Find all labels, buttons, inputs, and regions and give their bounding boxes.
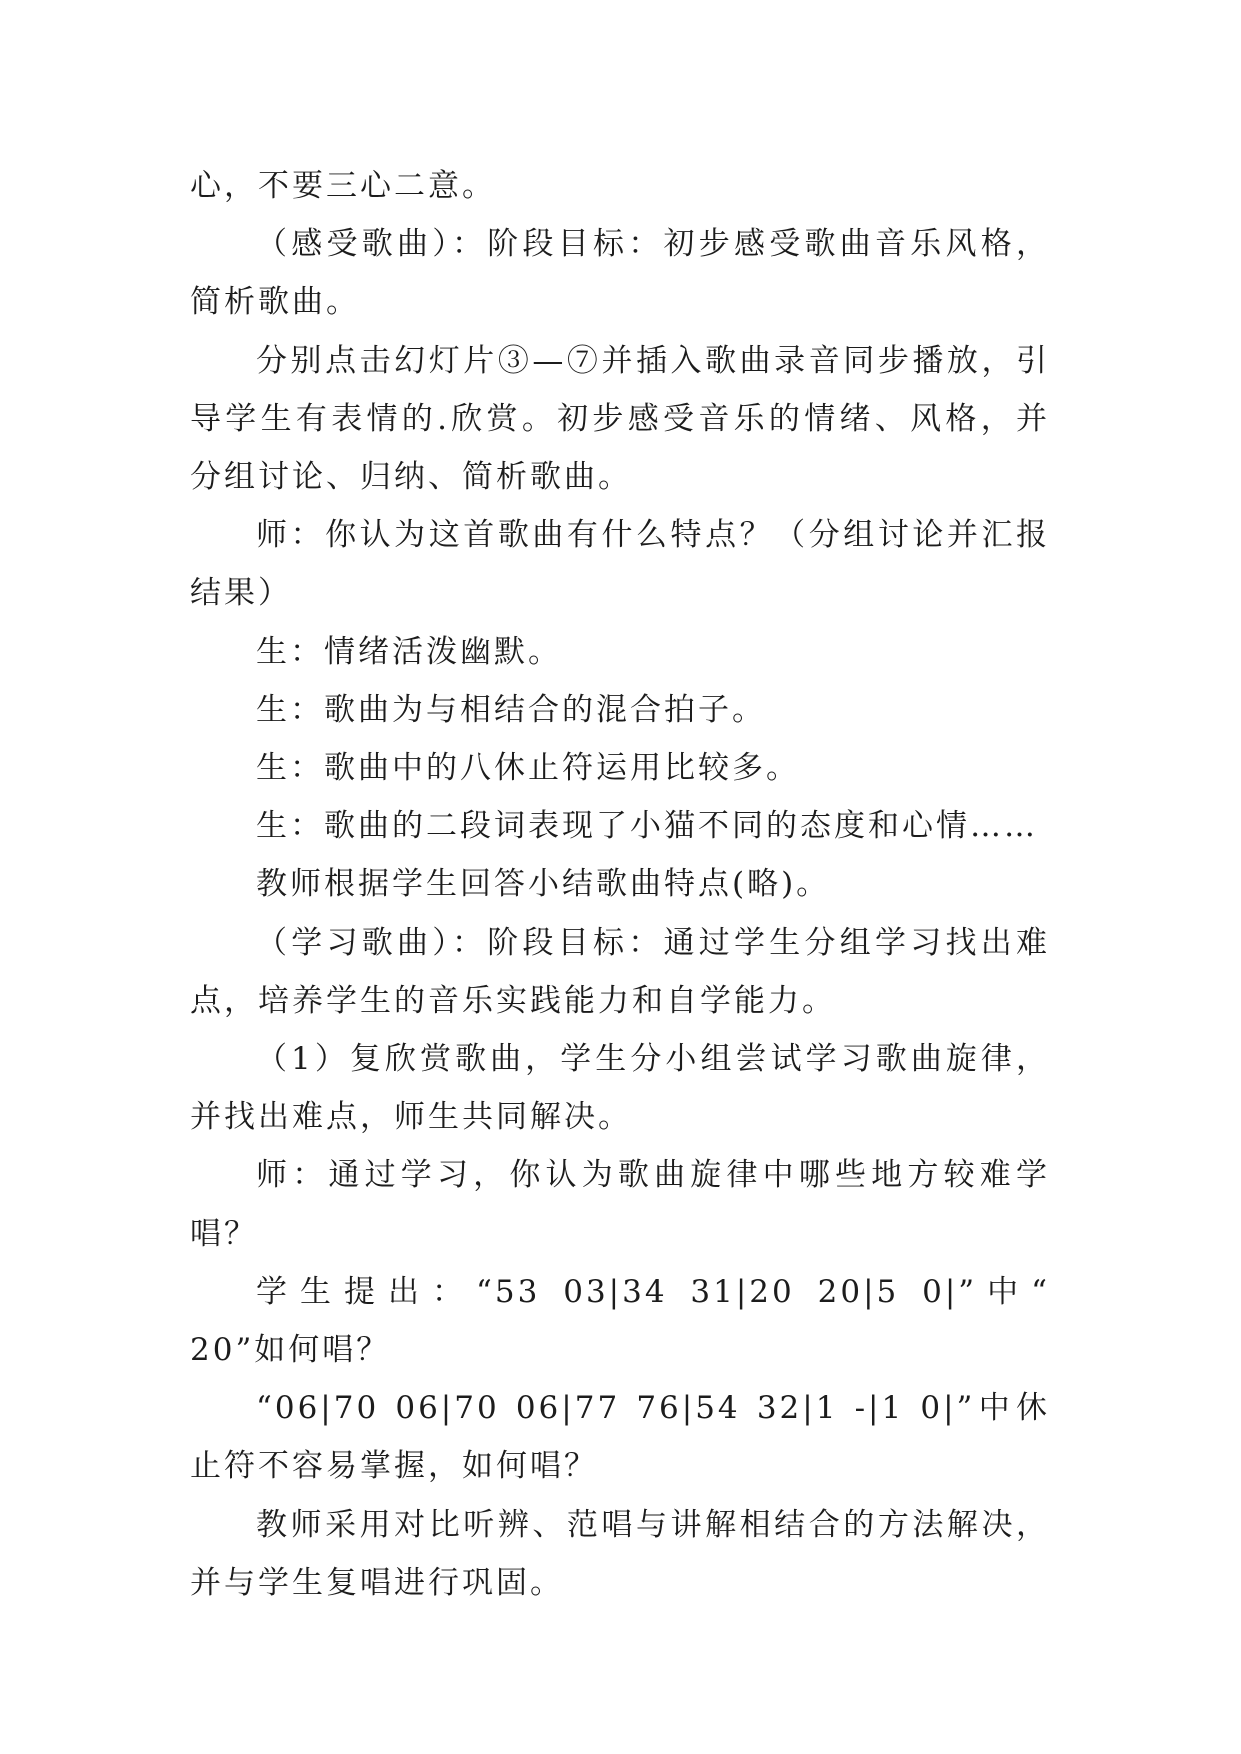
paragraph: 生：歌曲中的八休止符运用比较多。 [256,750,800,787]
paragraph: 师：通过学习，你认为歌曲旋律中哪些地方较难学唱？ [190,1157,1050,1252]
paragraph: 生：情绪活泼幽默。 [256,633,562,670]
paragraph: 学生提出：“53 03|34 31|20 20|5 0|”中“ 20”如何唱？ [190,1273,1050,1369]
paragraph: 师：你认为这首歌曲有什么特点？（分组讨论并汇报结果） [190,517,1050,612]
paragraph: （1）复欣赏歌曲，学生分小组尝试学习歌曲旋律，并找出难点，师生共同解决。 [190,1041,1050,1136]
paragraph: 分别点击幻灯片③—⑦并插入歌曲录音同步播放，引导学生有表情的.欣赏。初步感受音乐的情绪、风格，并分组讨论、归纳、简析歌曲。 [190,342,1050,496]
paragraph: 生：歌曲的二段词表现了小猫不同的态度和心情…… [256,808,1038,845]
paragraph: （学习歌曲）：阶段目标：通过学生分组学习找出难点，培养学生的音乐实践能力和自学能力。 [190,924,1050,1019]
paragraph: 生：歌曲为与相结合的混合拍子。 [256,691,766,728]
paragraph: （感受歌曲）：阶段目标：初步感受歌曲音乐风格，简析歌曲。 [190,226,1050,321]
paragraph: “06|70 06|70 06|77 76|54 32|1 -|1 0|”中休止符不容易掌握，如何唱？ [190,1390,1050,1485]
paragraph: 教师根据学生回答小结歌曲特点(略)。 [256,866,831,903]
paragraph: 教师采用对比听辨、范唱与讲解相结合的方法解决，并与学生复唱进行巩固。 [190,1506,1050,1601]
document-body [190,157,1050,1612]
paragraph: 心，不要三心二意。 [190,168,496,204]
